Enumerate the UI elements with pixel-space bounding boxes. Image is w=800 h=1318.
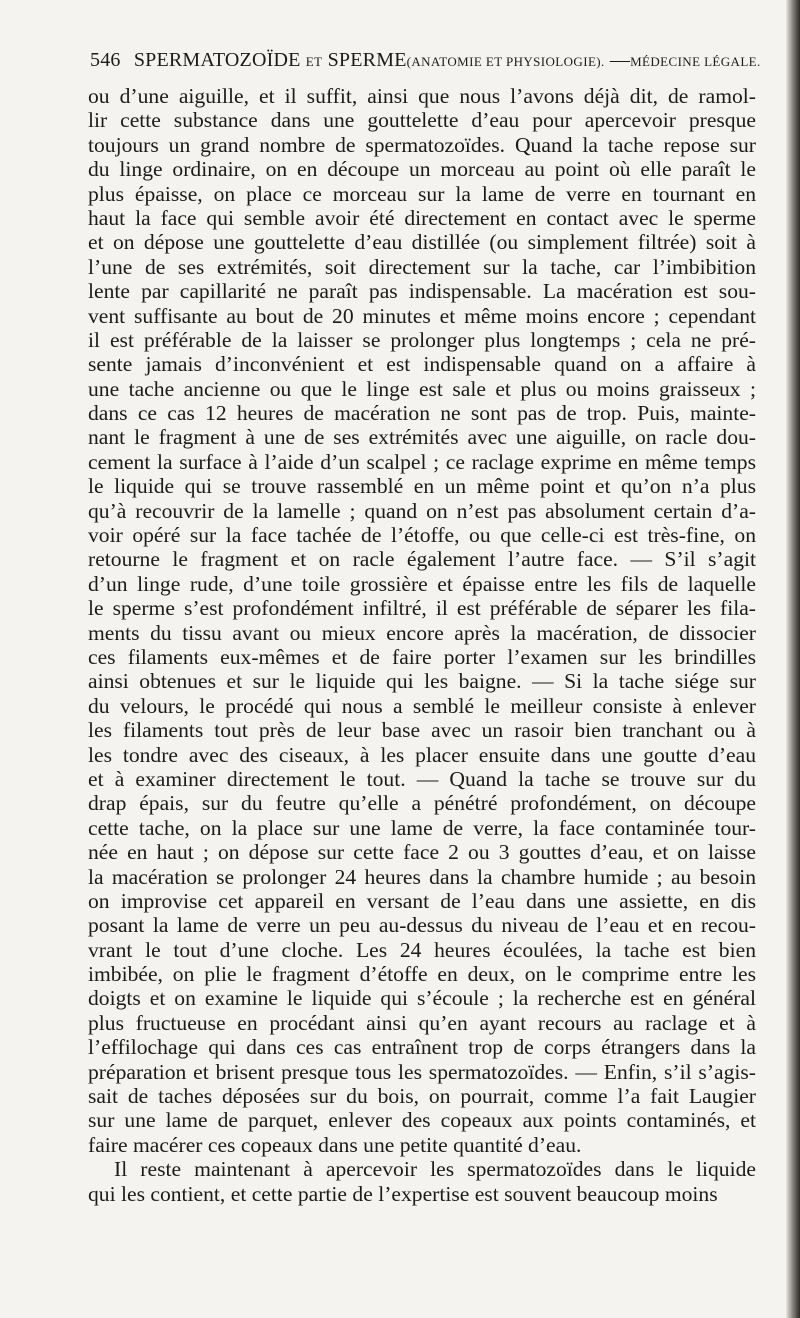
text-line: lente par capillarité ne paraît pas indispensable. La macération est sou- — [88, 279, 756, 304]
page-edge-shadow — [786, 0, 800, 1318]
text-line: d’un linge rude, d’une toile grossière et épaisse entre les fils de laquelle — [88, 571, 756, 596]
text-line: sente jamais d’inconvénient et est indispensable quand on a affaire à — [88, 352, 756, 377]
header-subtitle: (ANATOMIE ET PHYSIOLOGIE). — [406, 54, 605, 69]
text-line: posant la lame de verre un peu au-dessus du niveau de l’eau et en recou- — [88, 913, 756, 938]
text-line: doigts et on examine le liquide qui s’écoule ; la recherche est en général — [88, 986, 756, 1011]
text-line: une tache ancienne ou que le linge est sale et plus ou moins graisseux ; — [88, 376, 756, 401]
text-line: ments du tissu avant ou mieux encore après la macération, de dissocier — [88, 620, 756, 645]
text-line: plus fructueuse en procédant ainsi qu’en ayant recours au raclage et à — [88, 1010, 756, 1035]
text-line: l’effilochage qui dans ces cas entraînent trop de corps étrangers dans la — [88, 1035, 756, 1060]
text-line: plus épaisse, on place ce morceau sur la lame de verre en tournant en — [88, 181, 756, 206]
text-line: lir cette substance dans une gouttelette d’eau pour apercevoir presque — [88, 108, 756, 133]
text-line: il est préférable de la laisser se prolonger plus longtemps ; cela ne pré- — [88, 327, 756, 352]
text-line: la macération se prolonger 24 heures dans la chambre humide ; au besoin — [88, 864, 756, 889]
text-line: faire macérer ces copeaux dans une petite quantité d’eau. — [88, 1132, 582, 1157]
text-line: dans ce cas 12 heures de macération ne sont pas de trop. Puis, mainte- — [88, 401, 756, 426]
text-line: les filaments tout près de leur base avec un rasoir bien tranchant ou à — [88, 718, 756, 743]
text-line: du velours, le procédé qui nous a semblé le meilleur consiste à enlever — [88, 693, 756, 718]
text-line: cette tache, on la place sur une lame de verre, la face contaminée tour- — [88, 815, 756, 840]
text-line: on improvise cet appareil en versant de l’eau dans une assiette, en dis — [88, 888, 756, 913]
text-line: vent suffisante au bout de 20 minutes et même moins encore ; cependant — [88, 303, 756, 328]
text-line: qu’à recouvrir de la lamelle ; quand on n’est pas absolument certain d’a- — [88, 498, 756, 523]
text-line: drap épais, sur du feutre qu’elle a pénétré profondément, on découpe — [88, 791, 756, 816]
header-title-spermatozoide: SPERMATOZOÏDE — [133, 49, 301, 71]
header-section: MÉDECINE LÉGALE. — [630, 54, 761, 69]
text-line: du linge ordinaire, on en découpe un morceau au point où elle paraît le — [88, 157, 756, 182]
text-line: Il reste maintenant à apercevoir les spermatozoïdes dans le liquide — [114, 1157, 756, 1182]
text-line: voir opéré sur la face tachée de l’étoffe, ou que celle-ci est très-fine, on — [88, 523, 756, 548]
text-line: qui les contient, et cette partie de l’expertise est souvent beaucoup moins — [88, 1181, 718, 1206]
text-line: cement la surface à l’aide d’un scalpel ; ce raclage exprime en même temps — [88, 449, 756, 474]
running-header — [90, 45, 762, 75]
text-line: retourne le fragment et on racle également l’autre face. — S’il s’agit — [88, 547, 756, 572]
text-line: les tondre avec des ciseaux, à les placer ensuite dans une goutte d’eau — [88, 742, 756, 767]
text-line: ces filaments eux-mêmes et de faire porter l’examen sur les brindilles — [88, 644, 756, 669]
text-line: nant le fragment à une de ses extrémités avec une aiguille, on racle dou- — [88, 425, 756, 450]
text-line: préparation et brisent presque tous les spermatozoïdes. — Enfin, s’il s’agis- — [88, 1059, 756, 1084]
page-number: 546 — [90, 49, 121, 71]
text-line: vrant le tout d’une cloche. Les 24 heures écoulées, la tache est bien — [88, 937, 756, 962]
text-line: ainsi obtenues et sur le liquide qui les baigne. — Si la tache siége sur — [88, 669, 756, 694]
body-text — [88, 84, 756, 1206]
text-line: née en haut ; on dépose sur cette face 2 ou 3 gouttes d’eau, et on laisse — [88, 840, 756, 865]
text-line: haut la face qui semble avoir été directement en contact avec le sperme — [88, 205, 756, 230]
text-line: le liquide qui se trouve rassemblé en un même point et qu’on n’a plus — [88, 474, 756, 499]
text-line: ou d’une aiguille, et il suffit, ainsi que nous l’avons déjà dit, de ramol- — [88, 84, 756, 108]
text-line: sur une lame de parquet, enlever des copeaux aux points contaminés, et — [88, 1108, 756, 1133]
text-line: toujours un grand nombre de spermatozoïdes. Quand la tache repose sur — [88, 132, 756, 157]
text-line: et à examiner directement le tout. — Quand la tache se trouve sur du — [88, 766, 756, 791]
text-line: sait de taches déposées sur du bois, on pourrait, comme l’a fait Laugier — [88, 1084, 756, 1109]
header-title-sperme: SPERME — [327, 49, 407, 71]
text-line: le sperme s’est profondément infiltré, il est préférable de séparer les fila- — [88, 596, 756, 621]
header-dash: — — [609, 49, 631, 71]
text-line: l’une de ses extrémités, soit directement sur la tache, car l’imbibition — [88, 254, 756, 279]
text-line: imbibée, on plie le fragment d’étoffe en deux, on le comprime entre les — [88, 962, 756, 987]
text-line: et on dépose une gouttelette d’eau distillée (ou simplement filtrée) soit à — [88, 230, 756, 255]
header-et: ET — [305, 54, 323, 69]
